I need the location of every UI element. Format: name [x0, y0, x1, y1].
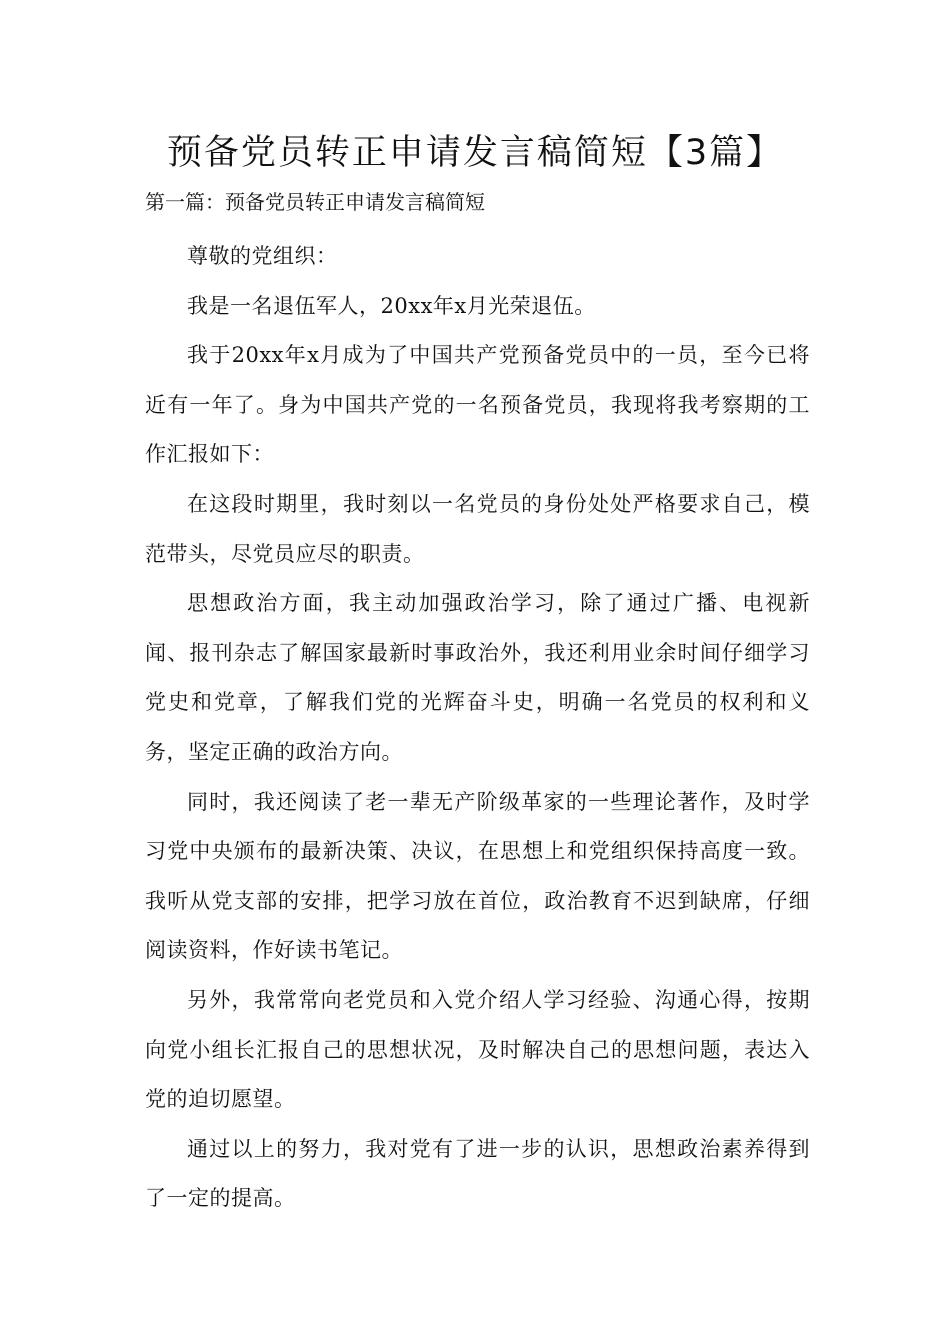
document-body — [145, 232, 810, 1224]
paragraph: 另外，我常常向老党员和入党介绍人学习经验、沟通心得，按期向党小组长汇报自己的思想状况，及时解决自己的思想问题，表达入党的迫切愿望。 — [145, 987, 810, 1112]
paragraph: 同时，我还阅读了老一辈无产阶级革家的一些理论著作，及时学习党中央颁布的最新决策、决议，在思想上和党组织保持高度一致。我听从党支部的安排，把学习放在首位，政治教育不迟到缺席，仔细阅读资料，作好读书笔记。 — [145, 789, 810, 963]
document-title: 预备党员转正申请发言稿简短【3篇】 — [166, 133, 784, 173]
paragraph: 通过以上的努力，我对党有了进一步的认识，思想政治素养得到了一定的提高。 — [145, 1136, 810, 1211]
section-heading: 第一篇：预备党员转正申请发言稿简短 — [145, 190, 485, 214]
paragraph-salutation: 尊敬的党组织： — [187, 244, 338, 268]
paragraph: 在这段时期里，我时刻以一名党员的身份处处严格要求自己，模范带头，尽党员应尽的职责。 — [145, 491, 810, 566]
paragraph: 我于20xx年x月成为了中国共产党预备党员中的一员，至今已将近有一年了。身为中国共产党的一名预备党员，我现将我考察期的工作汇报如下： — [145, 343, 810, 467]
paragraph: 思想政治方面，我主动加强政治学习，除了通过广播、电视新闻、报刊杂志了解国家最新时事政治外，我还利用业余时间仔细学习党史和党章，了解我们党的光辉奋斗史，明确一名党员的权利和义务，坚定正确的政治方向。 — [145, 591, 810, 764]
paragraph: 我是一名退伍军人，20xx年x月光荣退伍。 — [187, 293, 596, 318]
